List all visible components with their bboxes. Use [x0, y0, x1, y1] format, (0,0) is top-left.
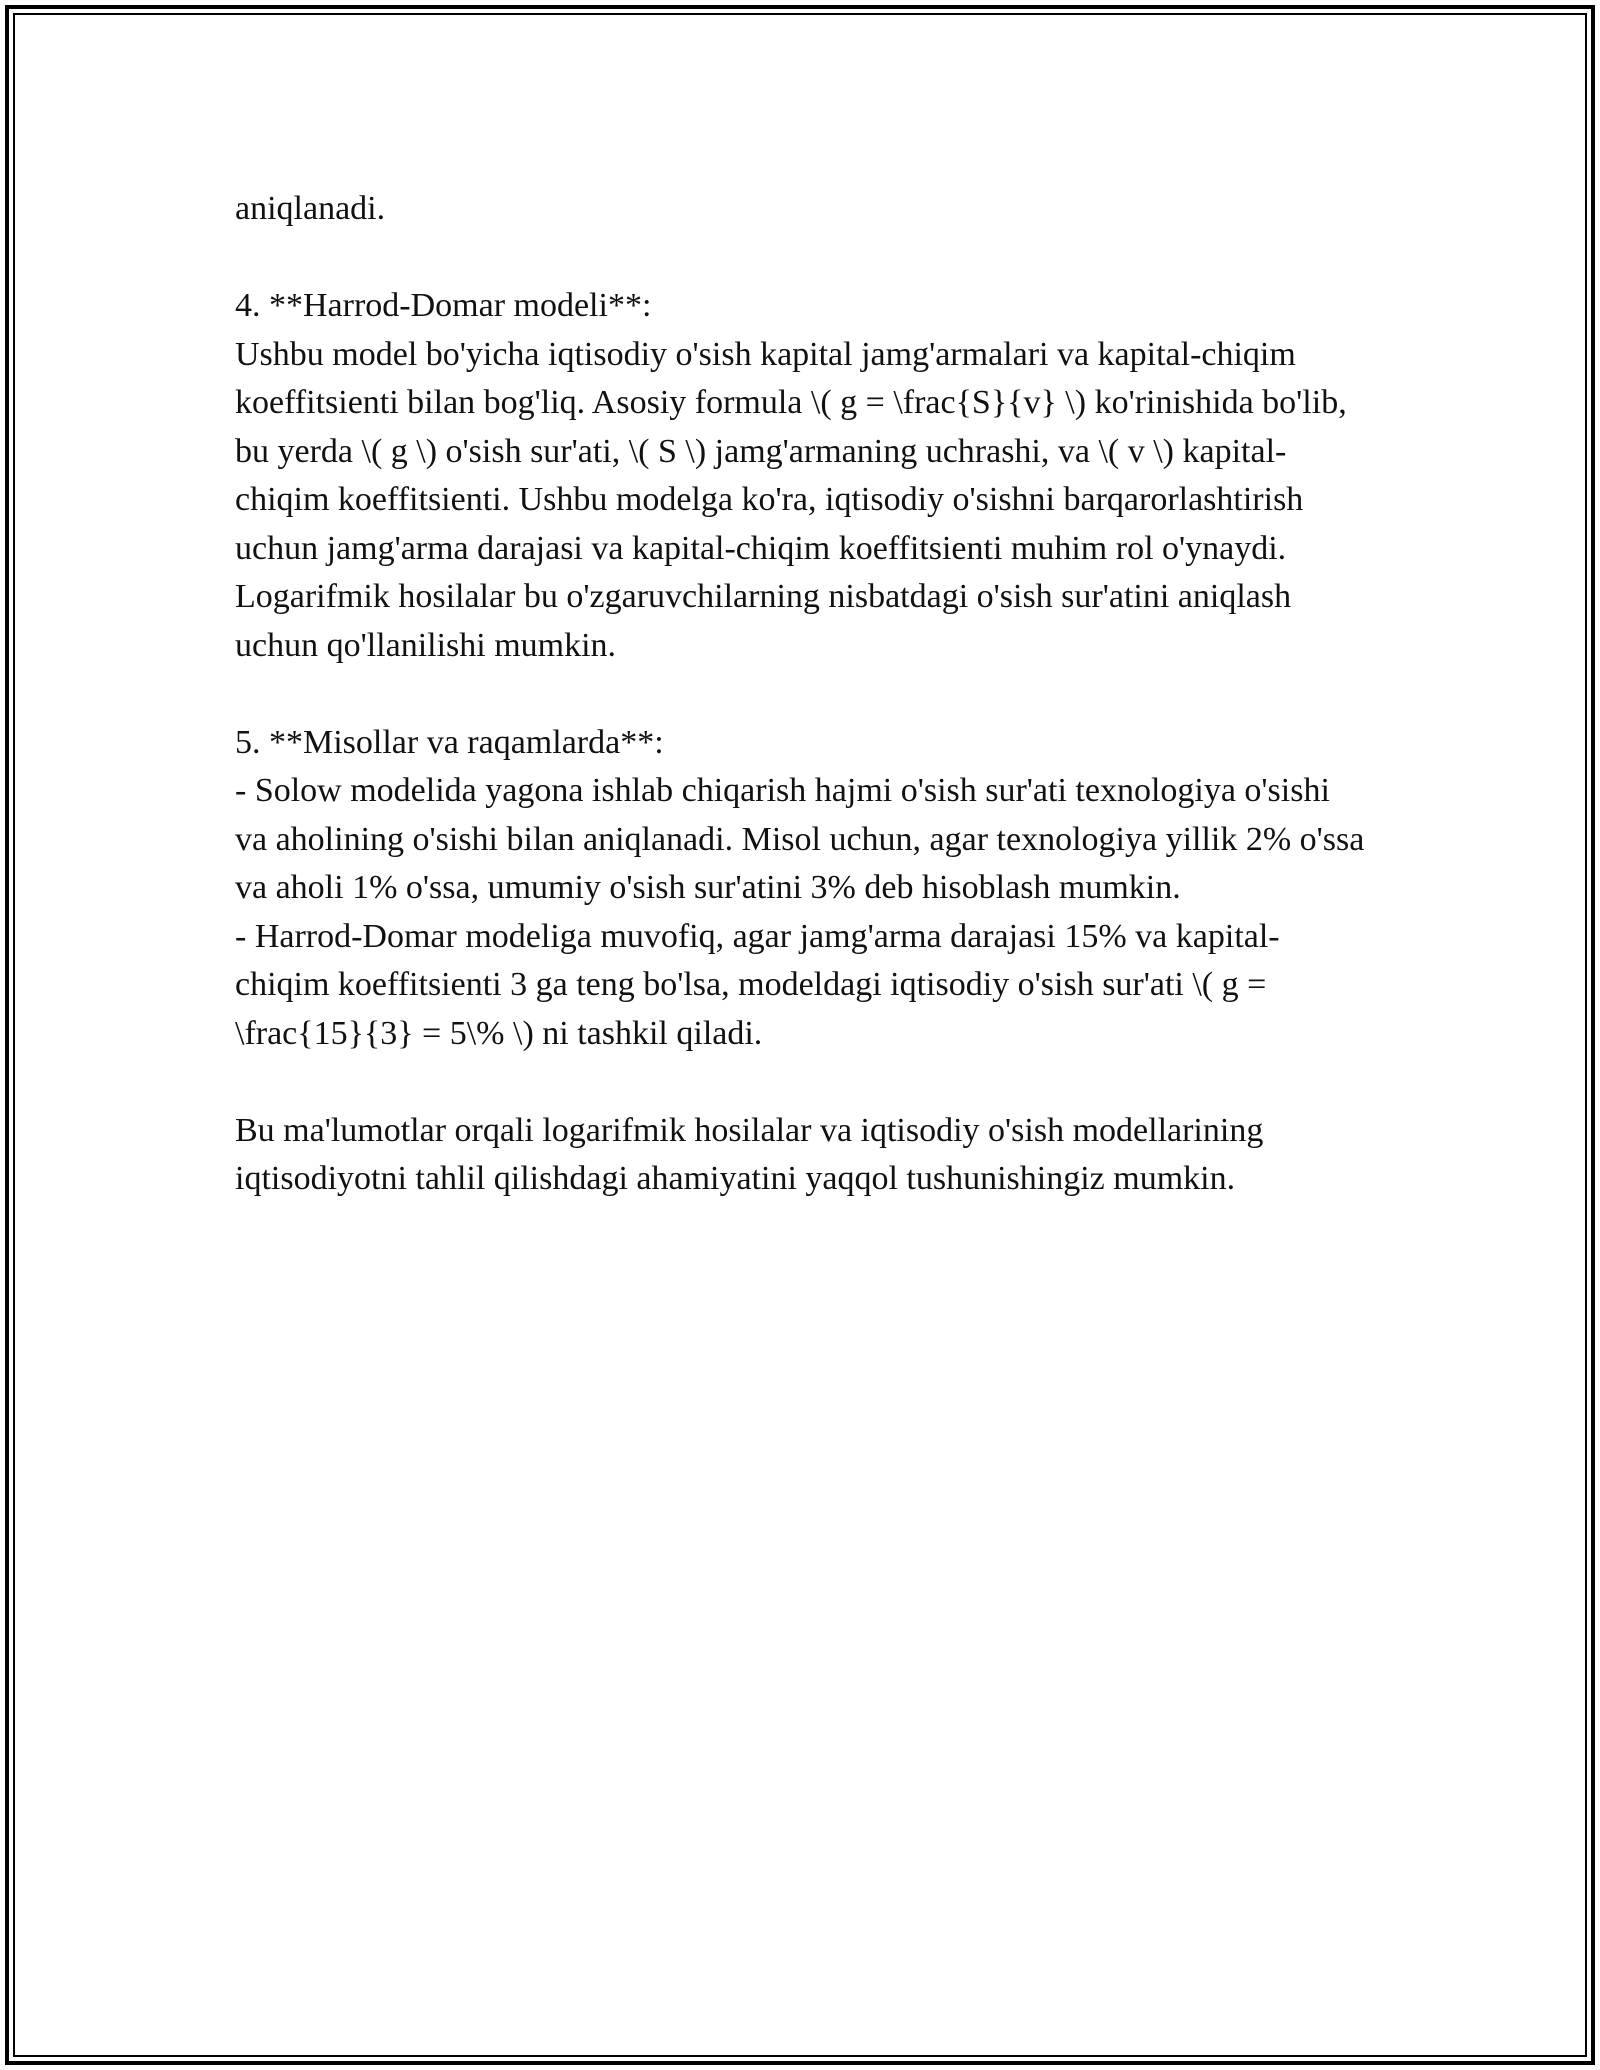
paragraph-harrod-domar: 4. **Harrod-Domar modeli**: Ushbu model bo'yicha iqtisodiy o'sish kapital jamg'armalari va kapital-chiqim koeffitsienti bilan bog'liq. Asosiy formula \( g = \frac{S}{v} \) ko'rinishida bo'lib, bu yerda \( g \) o'sish sur'ati, \( S \) jamg'armaning uchrashi, va \( v \) kapital-chiqim koeffitsienti. Ushbu modelga ko'ra, iqtisodiy o'sishni barqarorlashtirish uchun jamg'arma darajasi va kapital-chiqim koeffitsienti muhim rol o'ynaydi. Logarifmik hosilalar bu o'zgaruvchilarning nisbatdagi o'sish sur'atini aniqlash uchun qo'llanilishi mumkin.: [235, 287, 1347, 664]
paragraph-spacer: [235, 234, 1365, 283]
paragraph-continuation: aniqlanadi.: [235, 190, 386, 227]
document-body: [235, 185, 1365, 1204]
paragraph-conclusion: Bu ma'lumotlar orqali logarifmik hosilalar va iqtisodiy o'sish modellarining iqtisodiyotni tahlil qilishdagi ahamiyatini yaqqol tushunishingiz mumkin.: [235, 1111, 1264, 1197]
paragraph-spacer: [235, 670, 1365, 719]
paragraph-spacer: [235, 1058, 1365, 1107]
paragraph-examples: 5. **Misollar va raqamlarda**: - Solow modelida yagona ishlab chiqarish hajmi o'sish sur'ati texnologiya o'sishi va aholining o'sishi bilan aniqlanadi. Misol uchun, agar texnologiya yillik 2% o'ssa va aholi 1% o'ssa, umumiy o'sish sur'atini 3% deb hisoblash mumkin. - Harrod-Domar modeliga muvofiq, agar jamg'arma darajasi 15% va kapital-chiqim koeffitsienti 3 ga teng bo'lsa, modeldagi iqtisodiy o'sish sur'ati \( g = \frac{15}{3} = 5\% \) ni tashkil qiladi.: [235, 723, 1365, 1052]
